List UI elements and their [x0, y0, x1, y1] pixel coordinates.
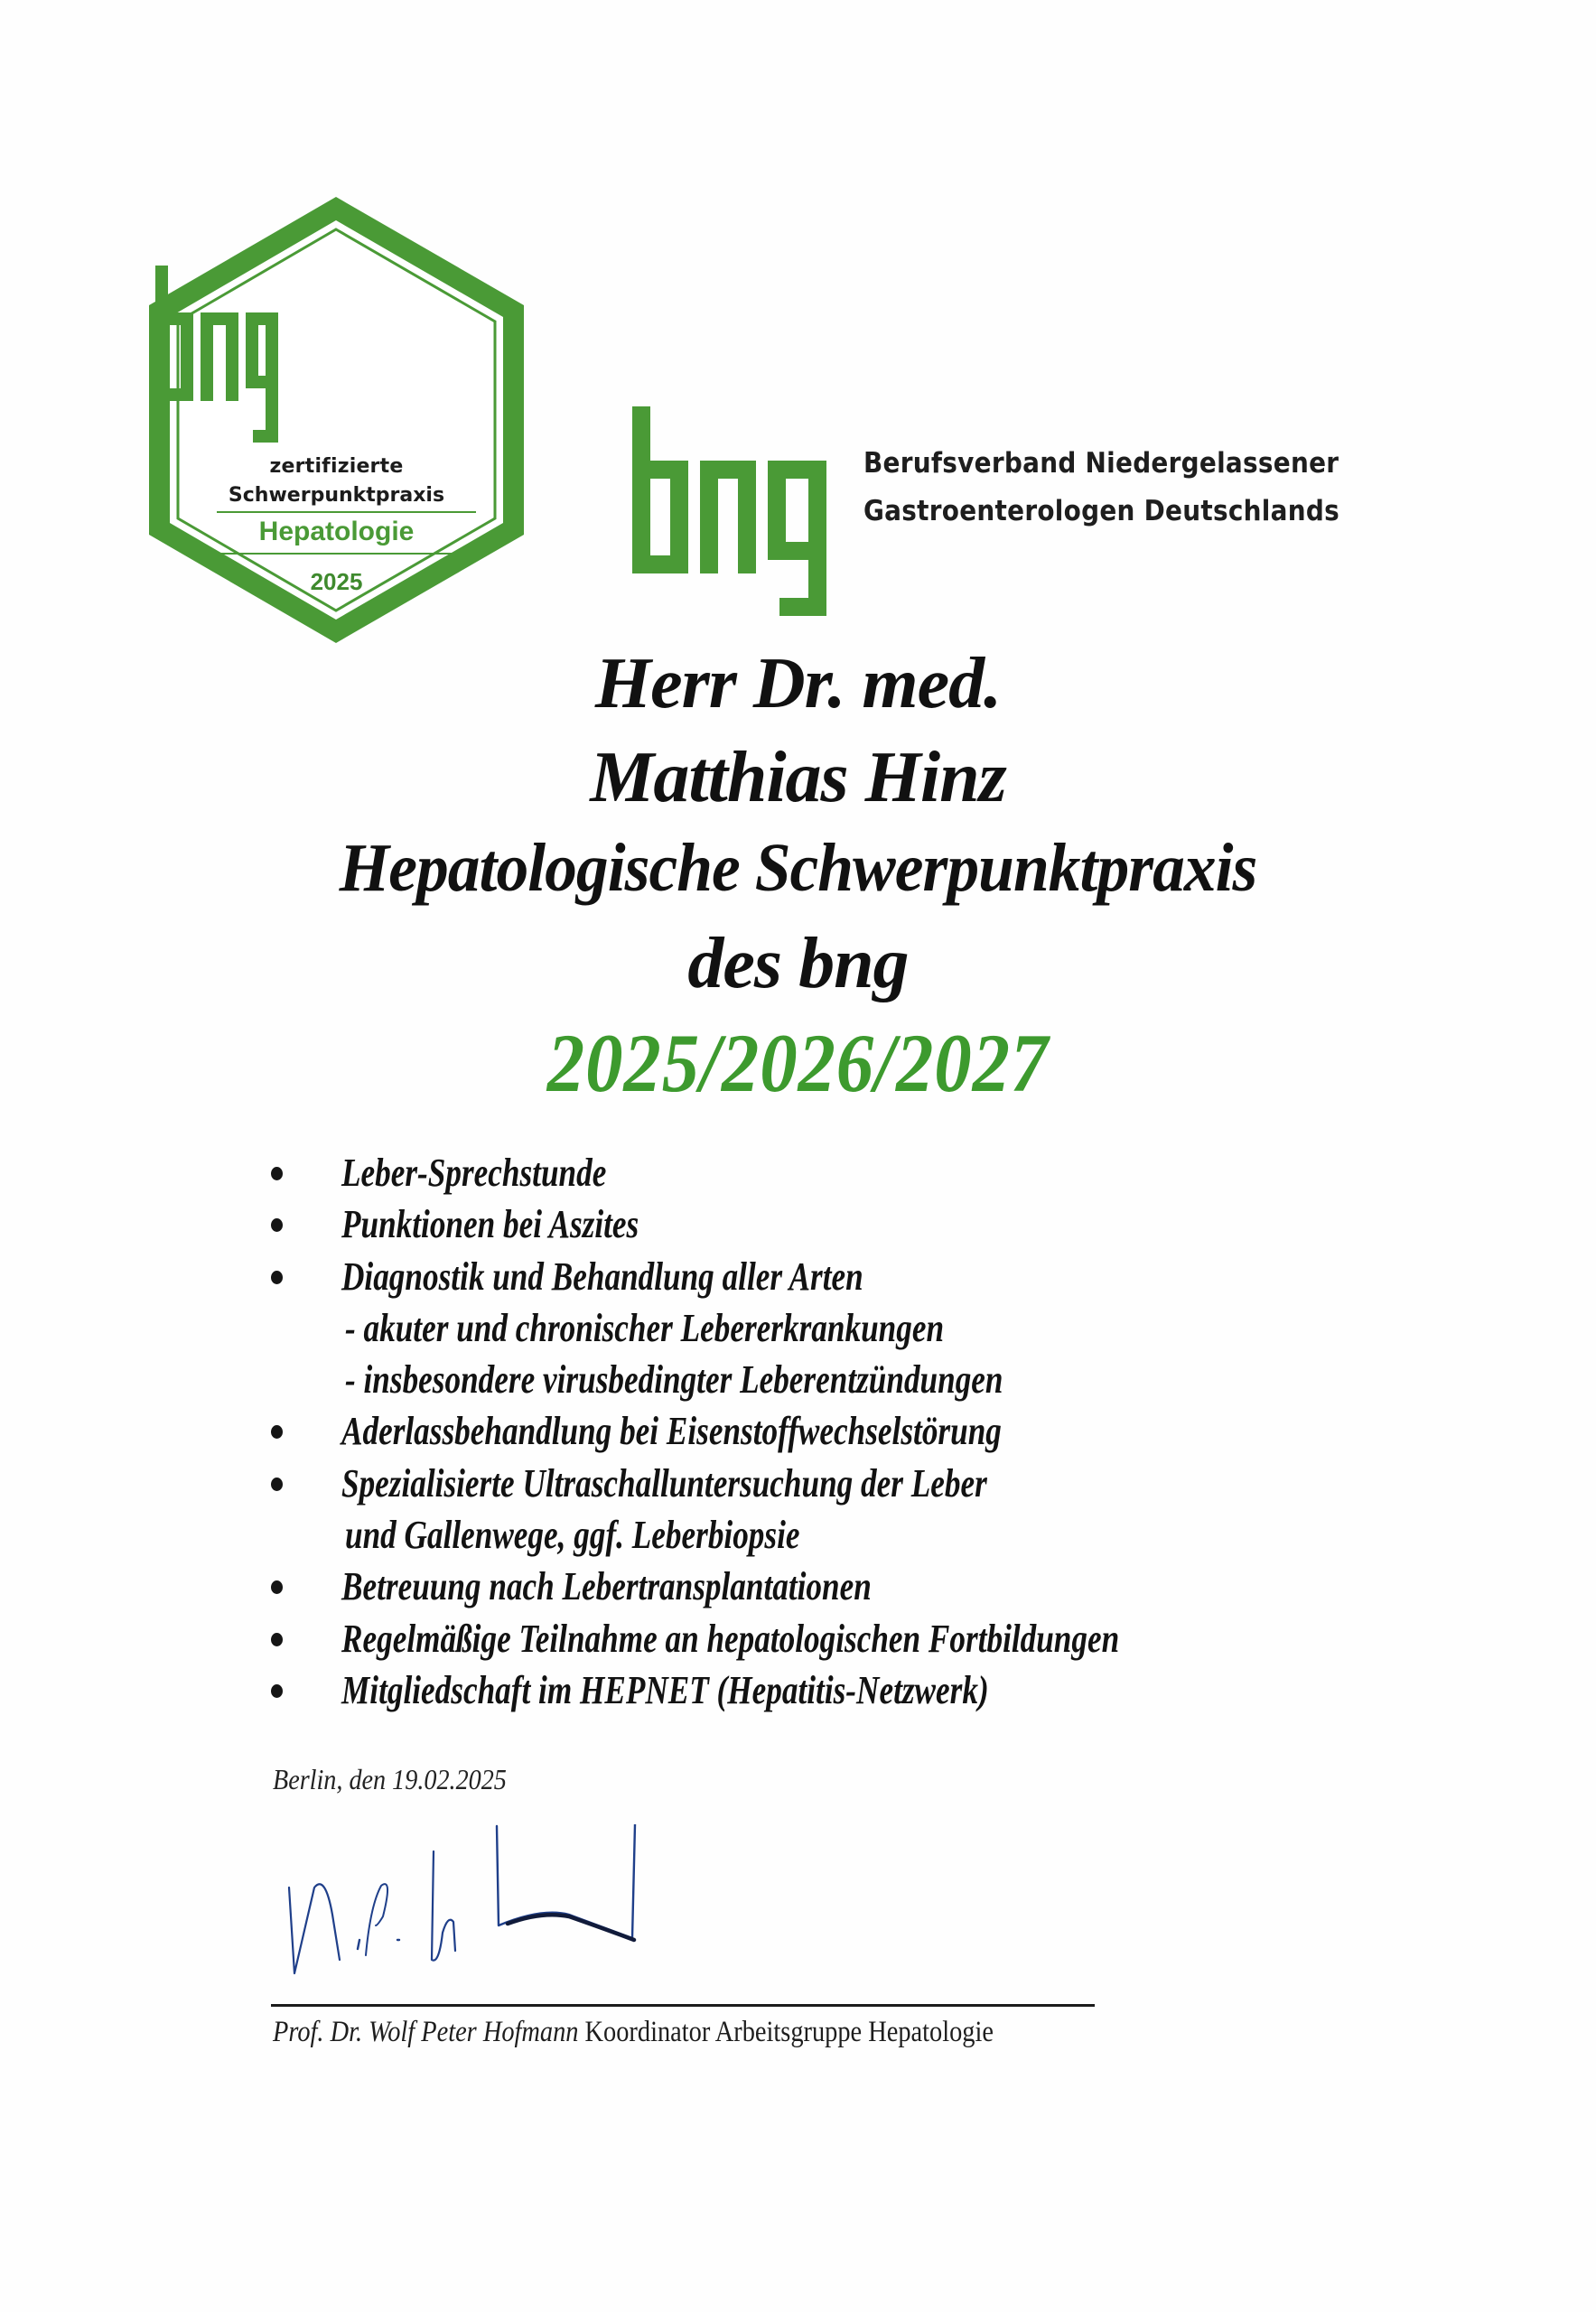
badge-divider-bottom — [217, 553, 476, 555]
badge-year: 2025 — [310, 568, 363, 595]
place-and-date: Berlin, den 19.02.2025 — [273, 1763, 507, 1795]
badge-bng-logo — [145, 266, 528, 446]
certification-badge — [145, 193, 528, 647]
signer-info — [273, 2016, 994, 2049]
badge-line-practice: Schwerpunktpraxis — [228, 484, 445, 507]
signature-icon — [271, 1824, 831, 2005]
bullet-icon — [271, 1218, 283, 1232]
signer-name: Prof. Dr. Wolf Peter Hofmann — [273, 2016, 579, 2048]
org-name-line-2: Gastroenterologen Deutschlands — [863, 495, 1339, 527]
organization-name — [863, 440, 1339, 536]
bullet-icon — [271, 1633, 283, 1646]
list-item-subline — [271, 1302, 1445, 1354]
bng-logo-icon — [628, 406, 835, 619]
bullet-icon — [271, 1271, 283, 1284]
list-item-text: Betreuung nach Lebertransplantationen — [341, 1564, 872, 1609]
list-item-text: Diagnostik und Behandlung aller Arten — [341, 1254, 863, 1299]
bullet-icon — [271, 1167, 283, 1180]
org-name-line-1: Berufsverband Niedergelassener — [863, 447, 1339, 480]
validity-years: 2025/2026/2027 — [546, 1017, 1050, 1109]
bullet-icon — [271, 1425, 283, 1439]
list-item — [271, 1198, 1445, 1250]
list-item-text: Spezialisierte Ultraschalluntersuchung der Leber — [341, 1460, 987, 1506]
list-item — [271, 1664, 1445, 1716]
signer-role: Koordinator Arbeitsgruppe Hepatologie — [584, 2016, 994, 2048]
recipient-salutation: Herr Dr. med. — [594, 644, 1002, 723]
list-item-subtext: - insbesondere virusbedingter Leberentzündungen — [345, 1357, 1003, 1403]
list-item — [271, 1147, 1445, 1198]
list-item — [271, 1251, 1445, 1302]
list-item-text: Punktionen bei Aszites — [341, 1202, 639, 1247]
list-item-subtext: und Gallenwege, ggf. Leberbiopsie — [345, 1513, 800, 1558]
badge-divider-top — [217, 511, 476, 513]
badge-specialty: Hepatologie — [258, 517, 415, 546]
bullet-icon — [271, 1580, 283, 1594]
handwritten-signature — [271, 1824, 831, 2005]
certificate-title: Hepatologische Schwerpunktpraxis — [339, 830, 1257, 906]
list-item — [271, 1458, 1445, 1509]
bng-main-logo — [628, 406, 835, 619]
list-item-subtext: - akuter und chronischer Lebererkrankungen — [345, 1305, 945, 1350]
list-item-text: Leber-Sprechstunde — [341, 1151, 607, 1195]
list-item-subline — [271, 1354, 1445, 1405]
list-item — [271, 1613, 1445, 1664]
bullet-icon — [271, 1478, 283, 1491]
list-item-text: Mitgliedschaft im HEPNET (Hepatitis-Netzwerk) — [341, 1667, 989, 1712]
services-list — [271, 1147, 1445, 1716]
badge-line-certified: zertifizierte — [269, 455, 404, 478]
bullet-icon — [271, 1684, 283, 1698]
list-item-text: Regelmäßige Teilnahme an hepatologischen Fortbildungen — [341, 1616, 1120, 1661]
signature-line — [271, 2004, 1095, 2007]
list-item — [271, 1561, 1445, 1612]
bng-logo-icon — [145, 266, 280, 446]
list-item-text: Aderlassbehandlung bei Eisenstoffwechselstörung — [341, 1409, 1002, 1454]
list-item — [271, 1405, 1445, 1457]
certificate-subtitle: des bng — [687, 924, 909, 1003]
list-item-subline — [271, 1509, 1445, 1561]
recipient-name: Matthias Hinz — [590, 738, 1006, 817]
